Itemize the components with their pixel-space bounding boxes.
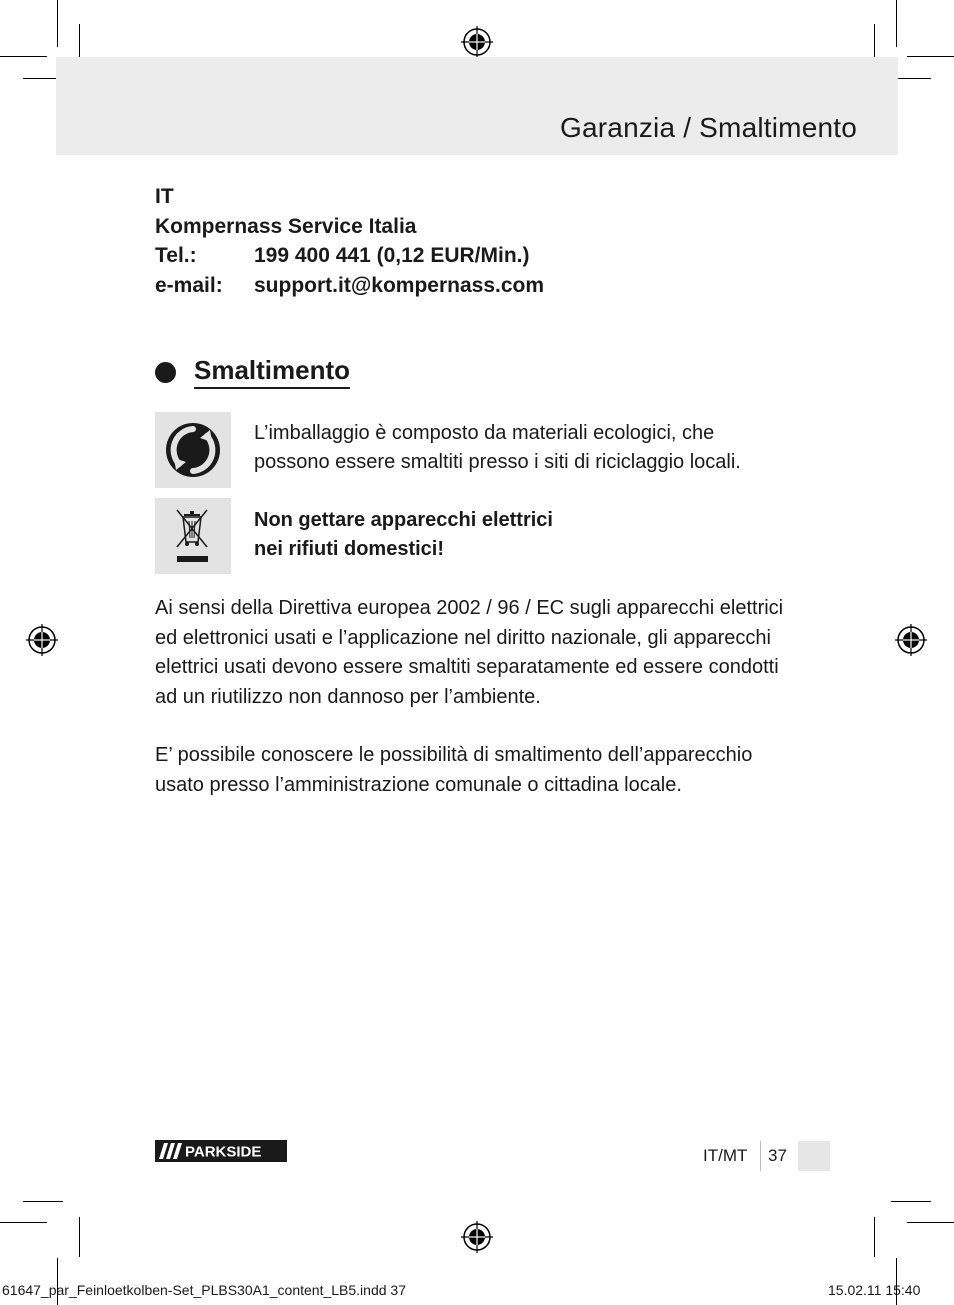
print-slug-timestamp: 15.02.11 15:40 xyxy=(828,1282,921,1298)
contact-email-row xyxy=(155,271,544,301)
tel-label: Tel.: xyxy=(155,244,197,267)
weee-warning-line: nei rifiuti domestici! xyxy=(254,538,445,560)
recycling-icon-box xyxy=(155,412,231,488)
crossed-bin-icon-box xyxy=(155,498,231,574)
tel-value: 199 400 441 (0,12 EUR/Min.) xyxy=(254,244,530,267)
page-title: Garanzia / Smaltimento xyxy=(560,112,857,143)
section-title: Smaltimento xyxy=(194,355,350,389)
weee-warning-line: Non gettare apparecchi elettrici xyxy=(254,509,553,531)
crossed-bin-icon xyxy=(155,498,231,574)
packaging-text-line: possono essere smaltiti presso i siti di riciclaggio locali. xyxy=(254,451,741,473)
registration-mark-icon xyxy=(461,26,493,58)
paragraph-line: E’ possibile conoscere le possibilità di smaltimento dell’apparecchio xyxy=(155,744,753,766)
paragraph-line: ed elettronici usati e l’applicazione nel diritto nazionale, gli apparecchi xyxy=(155,626,771,649)
email-value: support.it@kompernass.com xyxy=(254,273,545,297)
footer-language: IT/MT xyxy=(703,1146,748,1165)
contact-country: IT xyxy=(155,185,174,208)
contact-tel-row xyxy=(155,241,544,271)
contact-company: Kompernass Service Italia xyxy=(155,214,417,238)
disposal-info-paragraph xyxy=(155,741,752,800)
page-tab xyxy=(798,1141,830,1171)
page-number: 37 xyxy=(768,1146,787,1165)
section-heading xyxy=(155,355,350,389)
packaging-text xyxy=(254,419,741,477)
registration-mark-icon xyxy=(895,624,927,656)
print-slug-filename: 61647_par_Feinloetkolben-Set_PLBS30A1_content_LB5.indd 37 xyxy=(2,1282,406,1298)
directive-paragraph xyxy=(155,594,783,712)
registration-mark-icon xyxy=(461,1221,493,1253)
packaging-text-line: L’imballaggio è composto da materiali ecologici, che xyxy=(254,422,715,444)
paragraph-line: usato presso l’amministrazione comunale o cittadina locale. xyxy=(155,773,682,796)
recycling-green-dot-icon xyxy=(155,412,231,488)
email-label: e-mail: xyxy=(155,273,223,297)
parkside-logo xyxy=(155,1140,287,1162)
weee-warning-text xyxy=(254,506,553,564)
paragraph-line: elettrici usati devono essere smaltiti separatamente ed essere condotti xyxy=(155,656,779,678)
footer-divider xyxy=(760,1141,761,1171)
contact-block xyxy=(155,182,544,300)
registration-mark-icon xyxy=(26,624,58,656)
paragraph-line: ad un riutilizzo non dannoso per l’ambiente. xyxy=(155,685,541,708)
bullet-icon xyxy=(155,362,176,383)
brand-name: PARKSIDE xyxy=(185,1143,262,1161)
paragraph-line: Ai sensi della Direttiva europea 2002 / 96 / EC sugli apparecchi elettrici xyxy=(155,597,784,619)
